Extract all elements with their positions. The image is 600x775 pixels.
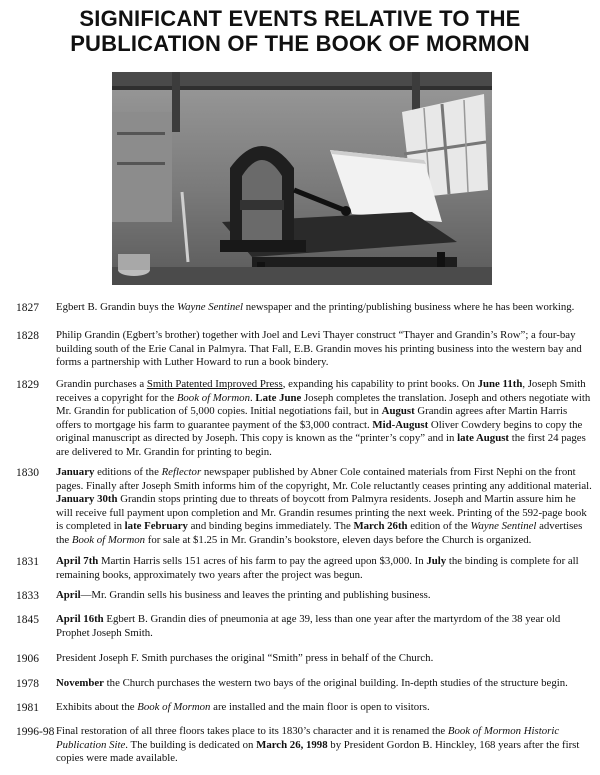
- event-text-run: Smith Patented Improved Press: [146, 378, 283, 390]
- event-text-run: Final restoration of all three floors takes place to its 1830’s character and it is renamed the: [56, 725, 448, 737]
- event-text-run: Grandin purchases a: [56, 378, 147, 390]
- event-text-run: March 26, 1998: [256, 738, 328, 751]
- event-text-run: January: [56, 466, 95, 478]
- event-text-run: Philip Grandin (Egbert’s brother) together with Joel and Levi Thayer construct “Thayer and Grandin’s Row”; a four-bay building south of the Erie Canal in Palmyra. That Fall, E.B. Grandin moves his printing business into the western bay and forms a partnership with Luther Howard to run a book bindery.: [56, 329, 582, 369]
- event-year: 1833: [16, 590, 39, 602]
- event-text-run: advertises the: [56, 520, 583, 546]
- event-year: 1996-98: [16, 726, 55, 738]
- event-text: [56, 652, 592, 666]
- event-text-run: Wayne Sentinel: [470, 520, 537, 533]
- event-text-run: Mid-August: [372, 418, 429, 431]
- event-text-run: Grandin stops printing due to threats of boycott from Palmyra residents. Joseph and Martin assure him he will receive full payment upon completion and Mr. Grandin resumes printing the next week. Printing of the 592-page book is completed in: [56, 493, 587, 533]
- event-text-run: August: [381, 405, 415, 418]
- event-text: [56, 378, 592, 460]
- event-text-run: by President Gordon B. Hinckley, 168 years after the first copies were made available.: [56, 738, 580, 765]
- event-text-run: edition of the: [407, 520, 471, 533]
- event-text-run: , Joseph Smith receives a copyright for the: [56, 378, 586, 404]
- event-text: [56, 701, 592, 715]
- event-text: [56, 466, 592, 548]
- event-text: [56, 555, 592, 582]
- event-text-run: editions of the: [94, 466, 162, 478]
- event-text-run: Egbert B. Grandin buys the: [56, 301, 178, 313]
- event-year: 1829: [16, 379, 39, 391]
- event-year: 1981: [16, 702, 39, 714]
- event-text-run: .: [249, 391, 256, 404]
- event-text-run: Martin Harris sells 151 acres of his farm to pay the agreed upon $3,000. In: [98, 555, 427, 567]
- event-text-run: April 7th: [56, 555, 99, 567]
- event-text-run: —Mr. Grandin sells his business and leaves the printing and publishing business.: [80, 589, 431, 601]
- event-text-run: , expanding his capability to print books. On: [282, 378, 478, 390]
- event-text-run: Wayne Sentinel: [177, 301, 244, 313]
- event-text-run: newspaper and the printing/publishing business where he has been working.: [243, 301, 575, 313]
- event-text-run: late February: [124, 520, 188, 533]
- event-text-run: Book of Mormon: [137, 701, 211, 713]
- event-text-run: Book of Mormon: [176, 391, 250, 404]
- event-text-run: March 26th: [353, 520, 408, 533]
- event-text-run: June 11th: [477, 378, 523, 390]
- event-year: 1845: [16, 614, 39, 626]
- event-text-run: President Joseph F. Smith purchases the original “Smith” press in behalf of the Church.: [56, 652, 434, 664]
- event-year: 1827: [16, 302, 39, 314]
- event-text-run: late August: [457, 432, 510, 445]
- event-text-run: and binding begins immediately. The: [187, 520, 354, 533]
- event-year: 1828: [16, 330, 39, 342]
- event-text: [56, 329, 592, 370]
- title-line-2: PUBLICATION OF THE BOOK OF MORMON: [70, 31, 530, 56]
- event-text-run: April 16th: [56, 613, 104, 625]
- event-text: [56, 613, 592, 640]
- event-text-run: are installed and the main floor is open to visitors.: [210, 701, 430, 713]
- title-line-1: SIGNIFICANT EVENTS RELATIVE TO THE: [79, 6, 521, 31]
- event-text-run: . The building is dedicated on: [125, 738, 257, 751]
- event-text: [56, 301, 592, 315]
- event-text-run: the binding is complete for all remaining books, approximately two years after the project was begun.: [56, 555, 579, 581]
- event-text-run: Book of Mormon Historic Publication Site: [56, 725, 560, 751]
- event-text: [56, 677, 592, 691]
- event-text-run: Book of Mormon: [71, 533, 146, 546]
- event-text-run: newspaper published by Abner Cole contained materials from First Nephi on the front pages. Finally after Joseph Smith informs him of the copyright, Mr. Cole reluctantly ceases printing any additional material.: [56, 466, 592, 492]
- event-text-run: Oliver Cowdery begins to copy the original manuscript as directed by Joseph. This copy is known as the “printer’s copy” and in: [56, 418, 583, 445]
- event-year: 1831: [16, 556, 39, 568]
- event-text-run: the first 24 pages are delivered to Mr. Grandin for printing to begin.: [56, 432, 586, 458]
- event-year: 1830: [16, 467, 39, 479]
- event-text-run: Egbert B. Grandin dies of pneumonia at age 39, less than one year after the martyrdom of the 38 year old Prophet Joseph Smith.: [56, 613, 561, 639]
- event-text-run: April: [56, 589, 81, 601]
- event-text-run: Reflector: [161, 466, 202, 478]
- event-text-run: Late June: [255, 391, 302, 404]
- event-text-run: November: [56, 677, 104, 689]
- event-text-run: January 30th: [56, 493, 118, 506]
- event-text-run: for sale at $1.25 in Mr. Grandin’s bookstore, eleven days before the Church is organized.: [145, 533, 532, 546]
- event-text-run: Exhibits about the: [56, 701, 138, 713]
- event-text-run: July: [426, 555, 447, 567]
- event-year: 1906: [16, 653, 39, 665]
- event-year: 1978: [16, 678, 39, 690]
- event-text-run: the Church purchases the western two bays of the original building. In-depth studies of the structure begin.: [103, 677, 568, 689]
- event-text: [56, 589, 592, 603]
- event-text-run: Grandin agrees after Martin Harris offers to mortgage his farm to guarantee payment of the $3,000 contract.: [56, 405, 568, 431]
- event-text-run: Joseph completes the translation. Joseph and others negotiate with Mr. Grandin for publication of 5,000 copies. Initial negotiations fail, but in: [56, 391, 591, 418]
- event-text: [56, 725, 592, 766]
